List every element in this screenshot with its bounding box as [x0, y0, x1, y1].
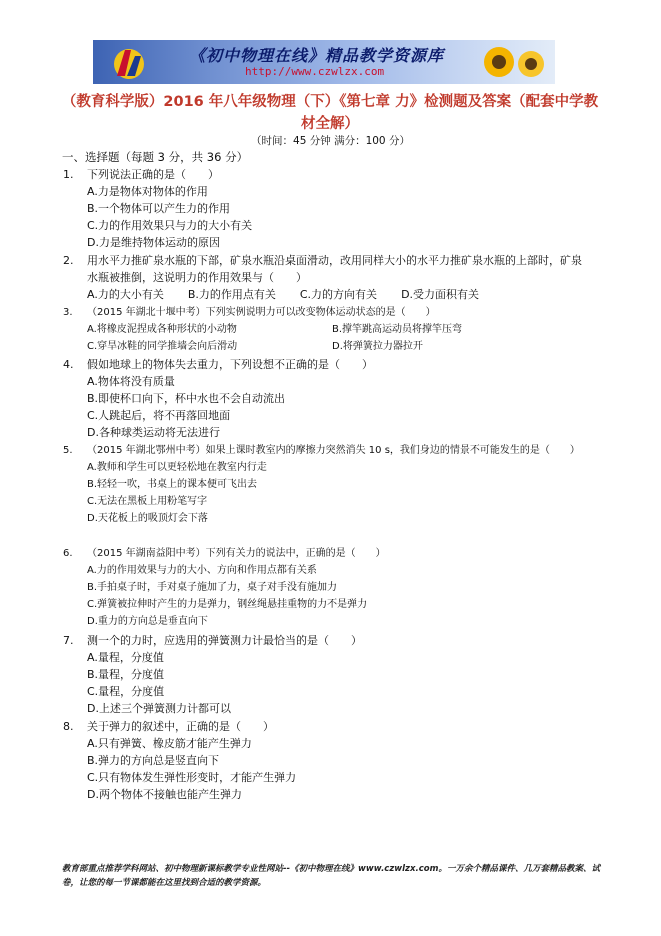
question-number: 6.: [63, 548, 73, 559]
question-5: [63, 442, 588, 527]
option-b: B.手拍桌子时，手对桌子施加了力，桌子对手没有施加力: [87, 582, 338, 593]
option-c: C.只有物体发生弹性形变时，才能产生弹力: [87, 771, 297, 784]
option-b: B.轻轻一吹，书桌上的课本便可飞出去: [87, 479, 258, 490]
option-a: A.力的作用效果与力的大小、方向和作用点都有关系: [87, 565, 317, 576]
page-footer: 教育部重点推荐学科网站、初中物理新课标教学专业性网站--《初中物理在线》www.czwlzx.com。一万余个精品课件、几万套精品教案、试卷，让您的每一节课都能在这里找到合适的教学资源。: [62, 864, 600, 888]
option-d: D.天花板上的吸顶灯会下落: [87, 513, 208, 524]
option-a: A.力是物体对物体的作用: [87, 185, 208, 198]
question-stem: （2015 年湖北鄂州中考）如果上课时教室内的摩擦力突然消失 10 s，我们身边的情景不可能发生的是（ ）: [87, 445, 580, 456]
option-c: C.人跳起后，将不再落回地面: [87, 409, 231, 422]
banner-title: 《初中物理在线》精品教学资源库: [189, 46, 445, 65]
question-number: 7.: [63, 634, 74, 647]
question-number: 1.: [63, 168, 74, 181]
question-4: [63, 356, 588, 441]
option-d: D.重力的方向总是垂直向下: [87, 616, 208, 627]
option-d: D.将弹簧拉力器拉开: [332, 341, 423, 352]
question-stem: 关于弹力的叙述中，正确的是（ ）: [87, 720, 274, 733]
question-number: 5.: [63, 445, 73, 456]
question-6: [63, 545, 588, 630]
question-1: [63, 166, 588, 251]
option-a: A.量程，分度值: [87, 651, 164, 664]
question-7: [63, 632, 588, 717]
option-d: D.受力面积有关: [401, 288, 480, 301]
sunflower-icon: [479, 42, 549, 82]
question-2: [63, 252, 588, 303]
site-logo-icon: [109, 42, 149, 82]
question-stem: 下列说法正确的是（ ）: [87, 168, 219, 181]
option-b: B.力的作用点有关: [187, 288, 276, 301]
option-b: B.弹力的方向总是竖直向下: [87, 754, 220, 767]
option-c: C.穿旱冰鞋的同学推墙会向后滑动: [87, 341, 238, 352]
question-8: [63, 718, 588, 803]
question-number: 8.: [63, 720, 74, 733]
question-stem: 用水平力推矿泉水瓶的下部，矿泉水瓶沿桌面滑动，改用同样大小的水平力推矿泉水瓶的上部时，矿泉水瓶被推倒，这说明力的作用效果与（ ）: [87, 254, 582, 284]
question-stem: 假如地球上的物体失去重力，下列设想不正确的是（ ）: [87, 358, 373, 371]
option-b: B.一个物体可以产生力的作用: [87, 202, 231, 215]
option-c: C.量程，分度值: [87, 685, 165, 698]
option-a: A.物体将没有质量: [87, 375, 175, 388]
question-number: 2.: [63, 254, 74, 267]
option-d: D.上述三个弹簧测力计都可以: [87, 702, 231, 715]
question-number: 3.: [63, 307, 73, 318]
option-b: B.即使杯口向下，杯中水也不会自动流出: [87, 392, 286, 405]
option-c: C.弹簧被拉伸时产生的力是弹力，钢丝绳悬挂重物的力不是弹力: [87, 599, 368, 610]
question-stem: （2015 年湖北十堰中考）下列实例说明力可以改变物体运动状态的是（ ）: [87, 307, 436, 318]
option-b: B.量程，分度值: [87, 668, 165, 681]
option-a: A.力的大小有关: [87, 288, 164, 301]
question-stem: （2015 年湖南益阳中考）下列有关力的说法中，正确的是（ ）: [87, 548, 386, 559]
option-a: A.将橡皮泥捏成各种形状的小动物: [87, 324, 237, 335]
option-c: C.力的作用效果只与力的大小有关: [87, 219, 253, 232]
option-a: A.教师和学生可以更轻松地在教室内行走: [87, 462, 267, 473]
question-number: 4.: [63, 358, 74, 371]
option-d: D.各种球类运动将无法进行: [87, 426, 220, 439]
header-banner: [93, 40, 555, 84]
question-stem: 测一个的力时，应选用的弹簧测力计最恰当的是（ ）: [87, 634, 362, 647]
option-c: C.无法在黑板上用粉笔写字: [87, 496, 208, 507]
exam-meta: （时间：45 分钟 满分：100 分）: [251, 135, 410, 147]
option-d: D.两个物体不接触也能产生弹力: [87, 788, 242, 801]
option-a: A.只有弹簧、橡皮筋才能产生弹力: [87, 737, 252, 750]
section-heading: 一、选择题（每题 3 分，共 36 分）: [62, 150, 249, 164]
question-3: [63, 304, 588, 355]
document-title: （教育科学版）2016 年八年级物理（下）《第七章 力》检测题及答案（配套中学教材全解）: [61, 94, 599, 132]
option-b: B.撑竿跳高运动员将撑竿压弯: [332, 324, 463, 335]
banner-url[interactable]: http://www.czwlzx.com: [245, 65, 385, 78]
option-c: C.力的方向有关: [299, 288, 378, 301]
option-d: D.力是维持物体运动的原因: [87, 236, 220, 249]
